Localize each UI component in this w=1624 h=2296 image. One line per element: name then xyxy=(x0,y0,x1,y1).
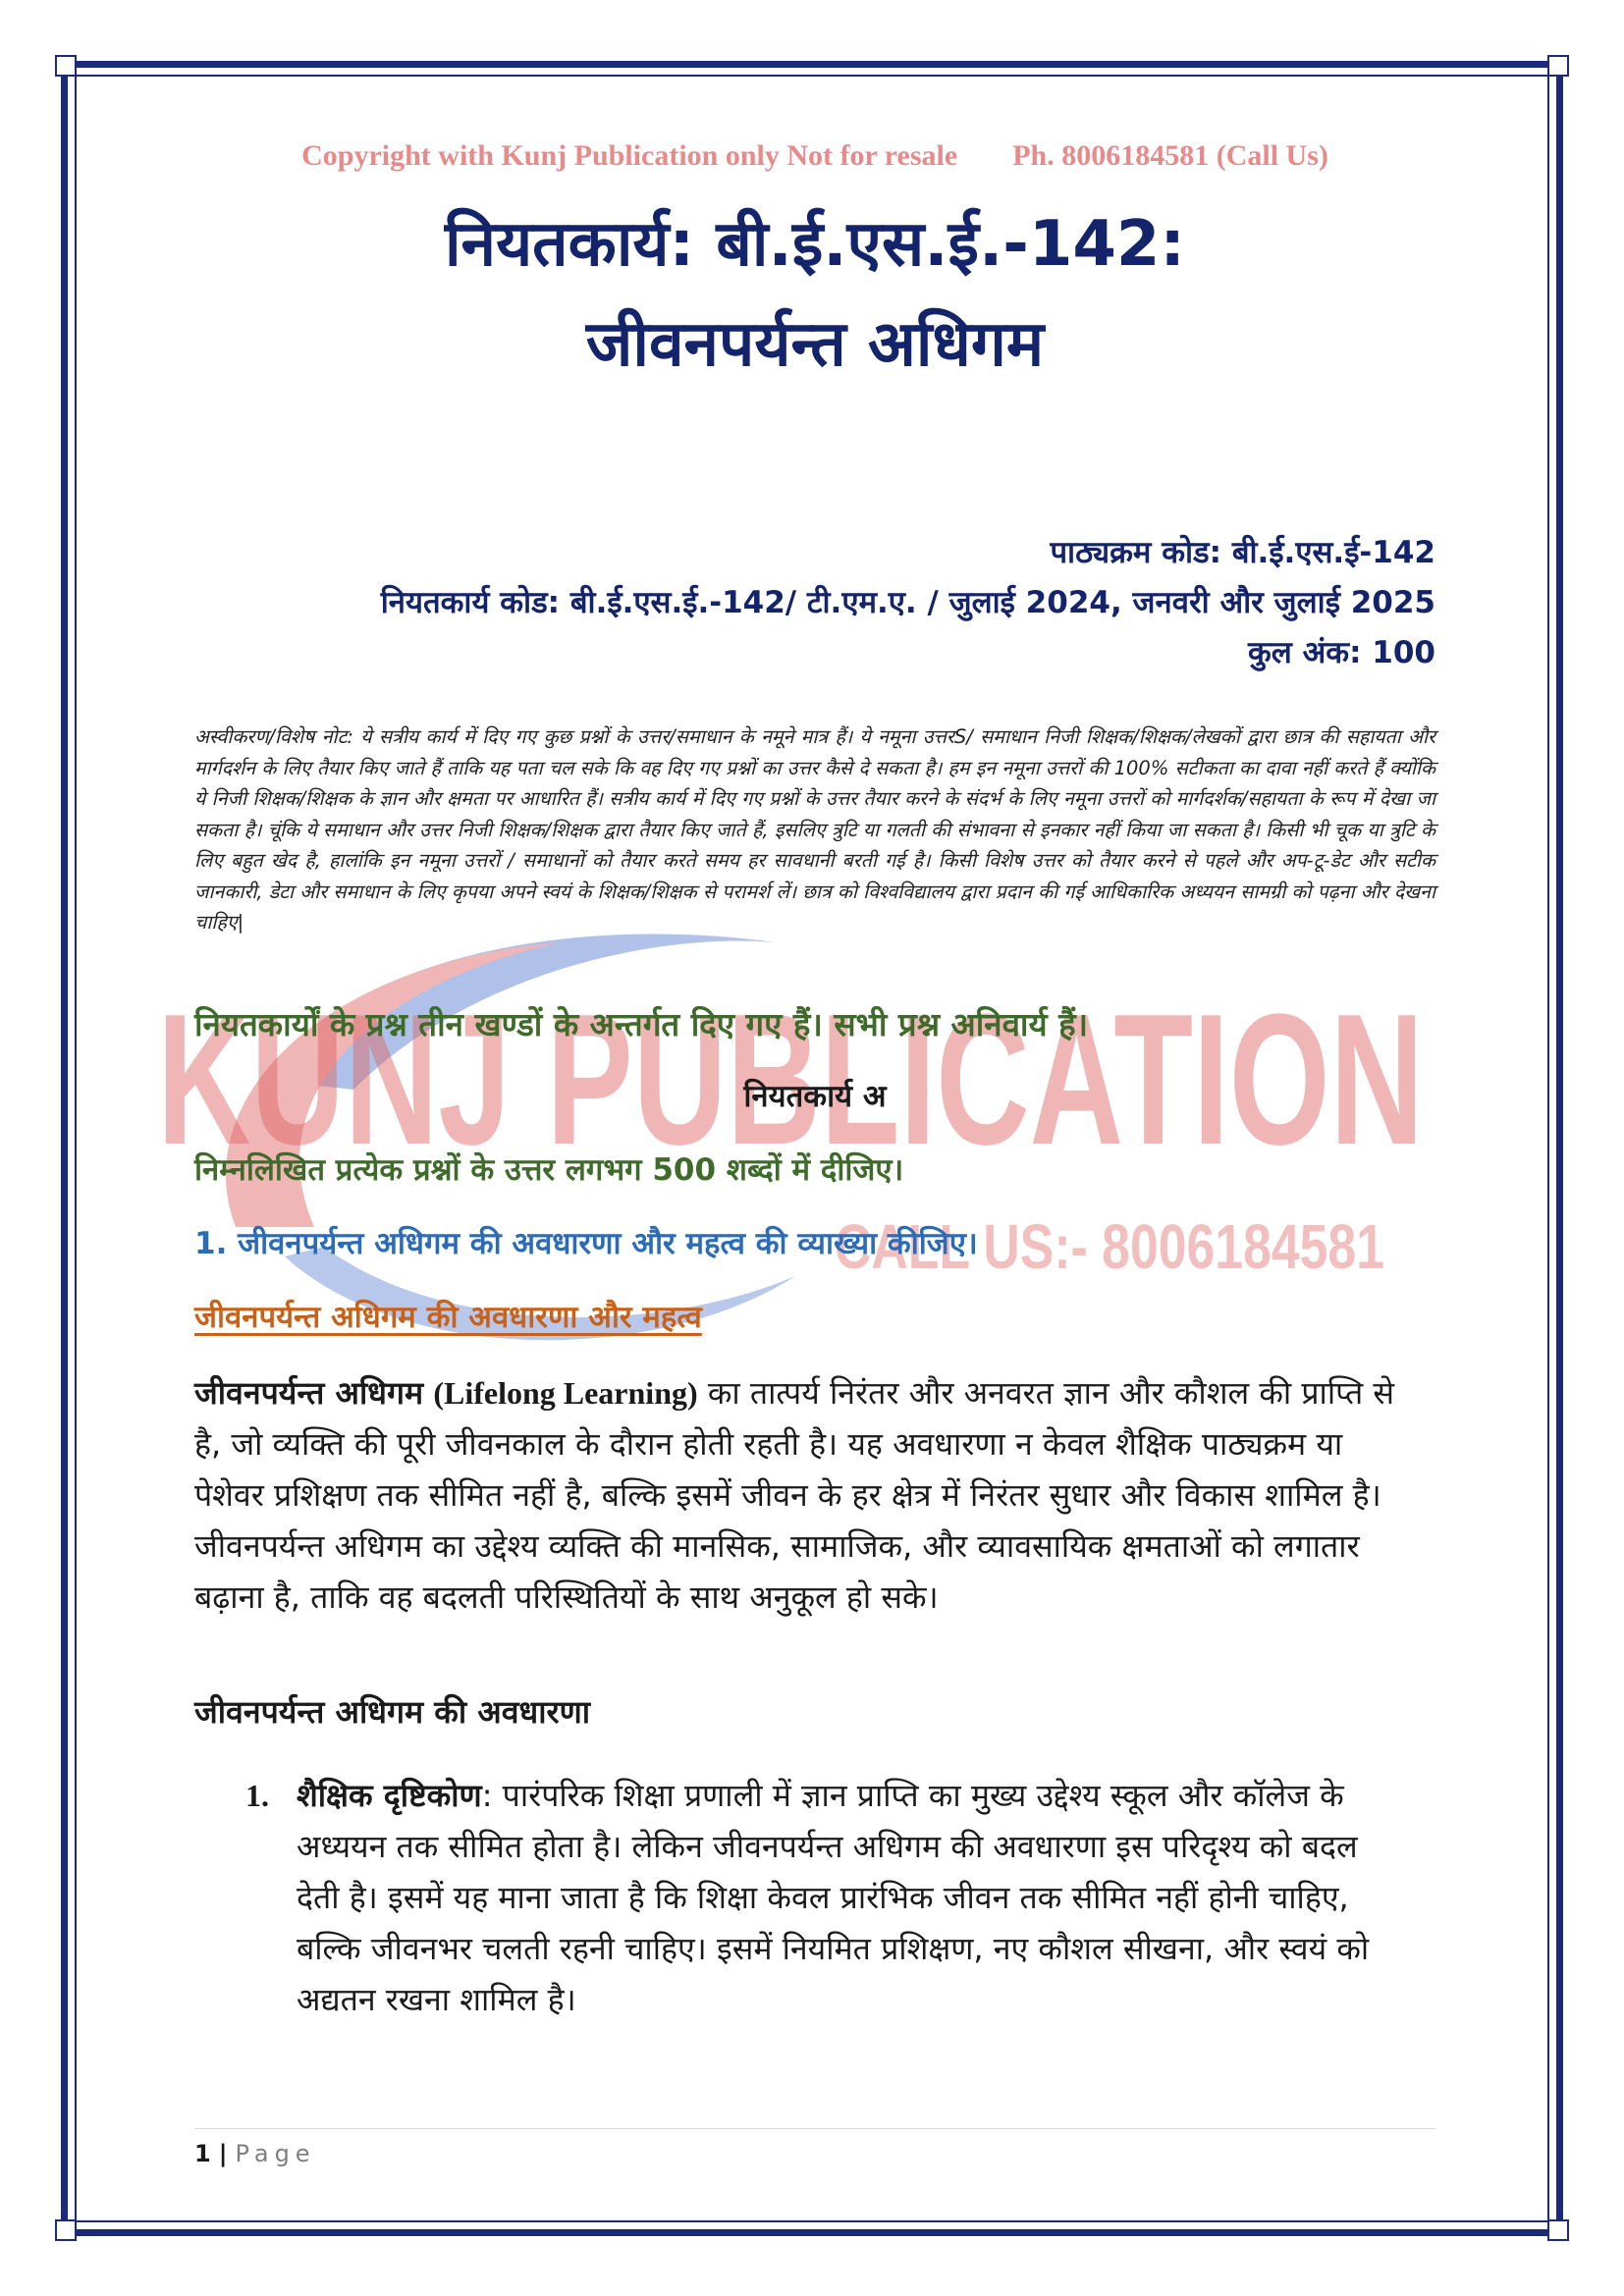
intro-text: का तात्पर्य निरंतर और अनवरत ज्ञान और कौशल की प्राप्ति से है, जो व्यक्ति की पूरी जीवनकाल के दौरान होती रहती है। यह अवधारणा न केवल शैक्षिक पाठ्यक्रम या पेशेवर प्रशिक्षण तक सीमित नहीं है, बल्कि इसमें जीवन के हर क्षेत्र में निरंतर सुधार और विकास शामिल है। जीवनपर्यन्त अधिगम का उद्देश्य व्यक्ति की मानसिक, सामाजिक, और व्यावसायिक क्षमताओं को लगातार बढ़ाना है, ताकि वह बदलती परिस्थितियों के साथ अनुकूल हो सके। xyxy=(194,1374,1395,1616)
intro-paragraph xyxy=(194,1367,1402,1623)
assignment-code: नियतकार्य कोड: बी.ई.एस.ई.-142/ टी.एम.ए. / जुलाई 2024, जनवरी और जुलाई 2025 xyxy=(380,585,1435,620)
course-code: पाठ्यक्रम कोड: बी.ई.एस.ई-142 xyxy=(1050,535,1435,570)
list-item-number: 1. xyxy=(245,1778,269,1813)
intro-english-term: (Lifelong Learning) xyxy=(433,1375,698,1411)
title-line-2: जीवनपर्यन्त अधिगम xyxy=(585,308,1045,381)
list-item xyxy=(245,1770,1404,2025)
copyright-banner xyxy=(194,139,1435,173)
answer-heading: जीवनपर्यन्त अधिगम की अवधारणा और महत्व xyxy=(194,1300,702,1335)
footer-separator: | xyxy=(218,2140,228,2167)
intro-term: जीवनपर्यन्त अधिगम xyxy=(194,1374,424,1412)
border-corner-bottom-left xyxy=(55,2219,77,2241)
page-label: Page xyxy=(235,2140,316,2167)
instructions-heading: नियतकार्यों के प्रश्न तीन खण्डों के अन्तर्गत दिए गए हैं। सभी प्रश्न अनिवार्य हैं। xyxy=(194,1005,1089,1043)
footer-divider xyxy=(194,2128,1435,2129)
page-title xyxy=(194,194,1435,395)
page-number: 1 xyxy=(194,2140,211,2167)
total-marks: कुल अंक: 100 xyxy=(1247,635,1435,670)
border-corner-bottom-right xyxy=(1547,2219,1569,2241)
copyright-phone: Ph. 8006184581 (Call Us) xyxy=(1012,139,1328,172)
list-item-text: : पारंपरिक शिक्षा प्रणाली में ज्ञान प्राप्ति का मुख्य उद्देश्य स्कूल और कॉलेज के अध्ययन तक सीमित होता है। लेकिन जीवनपर्यन्त अधिगम की अवधारणा इस परिदृश्य को बदल देती है। इसमें यह माना जाता है कि शिक्षा केवल प्रारंभिक जीवन तक सीमित नहीं होनी चाहिए, बल्कि जीवनभर चलती रहनी चाहिए। इसमें नियमित प्रशिक्षण, नए कौशल सीखना, और स्वयं को अद्यतन रखना शामिल है। xyxy=(297,1777,1370,2018)
disclaimer-note: अस्वीकरण/विशेष नोट: ये सत्रीय कार्य में दिए गए कुछ प्रश्नों के उत्तर/समाधान के नमूने मात्र हैं। ये नमूना उत्तरS/ समाधान निजी शिक्षक/शिक्षक/लेखकों द्वारा छात्र की सहायता और मार्गदर्शन के लिए तैयार किए जाते हैं ताकि यह पता चल सके कि वह दिए गए प्रश्नों का उत्तर कैसे दे सकता है। हम इन नमूना उत्तरों की 100% सटीकता का दावा नहीं करते हैं क्योंकि ये निजी शिक्षक/शिक्षक के ज्ञान और क्षमता पर आधारित हैं। सत्रीय कार्य में दिए गए प्रश्नों के उत्तर तैयार करने के संदर्भ के लिए नमूना उत्तरों को मार्गदर्शक/सहायता के रूप में देखा जा सकता है। चूंकि ये समाधान और उत्तर निजी शिक्षक/शिक्षक द्वारा तैयार किए जाते हैं, इसलिए त्रुटि या गलती की संभावना से इनकार नहीं किया जा सकता है। किसी भी चूक या त्रुटि के लिए बहुत खेद है, हालांकि इन नमूना उत्तरों / समाधानों को तैयार करते समय हर सावधानी बरती गई है। किसी विशेष उत्तर को तैयार करने से पहले और अप-टू-डेट और सटीक जानकारी, डेटा और समाधान के लिए कृपया अपने स्वयं के शिक्षक/शिक्षक से परामर्श लें। छात्र को विश्वविद्यालय द्वारा प्रदान की गई आधिकारिक अध्ययन सामग्री को पढ़ना और देखना चाहिए| xyxy=(194,725,1435,934)
watermark-phone: CALL US:- 8006184581 xyxy=(835,1211,1384,1282)
section-instruction: निम्नलिखित प्रत्येक प्रश्नों के उत्तर लगभग 500 शब्दों में दीजिए। xyxy=(194,1152,904,1188)
page-footer xyxy=(194,2140,316,2167)
title-line-1: नियतकार्य: बी.ई.एस.ई.-142: xyxy=(444,208,1186,281)
list-item-body xyxy=(297,1770,1404,2025)
assignment-meta xyxy=(194,528,1435,678)
border-corner-top-left xyxy=(55,55,77,77)
question-1: 1. जीवनपर्यन्त अधिगम की अवधारणा और महत्व की व्याख्या कीजिए। xyxy=(194,1226,978,1261)
copyright-text: Copyright with Kunj Publication only Not for resale xyxy=(301,139,958,172)
list-item-term: शैक्षिक दृष्टिकोण xyxy=(297,1777,482,1814)
section-title: नियतकार्य अ xyxy=(743,1079,887,1114)
watermark-text: KUNJ PUBLICATION xyxy=(157,976,1424,1184)
concept-subheading: जीवनपर्यन्त अधिगम की अवधारणा xyxy=(194,1693,590,1731)
border-corner-top-right xyxy=(1547,55,1569,77)
